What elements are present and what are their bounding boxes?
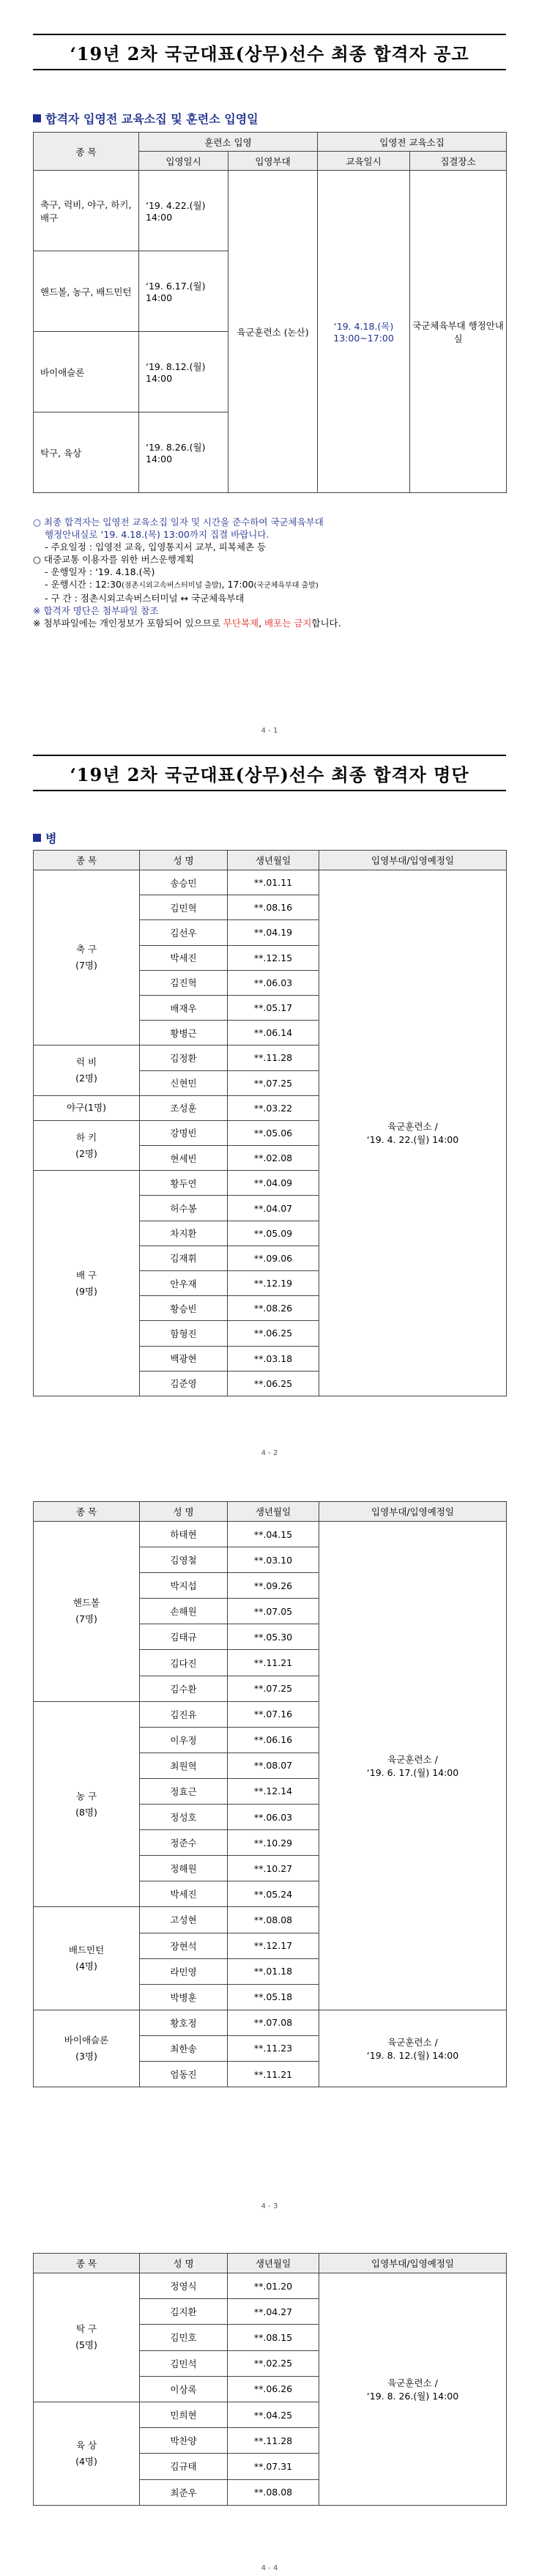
education-date: ‘19. 4.18.(목) 13:00~17:00 — [318, 171, 410, 493]
header-pre-training-group: 입영전 교육소집 — [318, 133, 507, 152]
name-cell: 박세진 — [140, 1881, 228, 1907]
header-birthdate: 생년월일 — [228, 1502, 319, 1522]
birthdate-cell: **.07.25 — [228, 1676, 319, 1701]
schedule-entry-date: ‘19. 8.12.(월) 14:00 — [139, 332, 228, 412]
name-cell: 강명빈 — [140, 1120, 228, 1145]
schedule-entry-date: ‘19. 4.22.(월) 14:00 — [139, 171, 228, 251]
birthdate-cell: **.02.08 — [228, 1146, 319, 1171]
header-gather-place: 집결장소 — [410, 152, 507, 171]
roster-table-3 — [33, 2253, 507, 2506]
page-number: 4 - 1 — [261, 727, 278, 735]
name-cell: 김진혁 — [140, 970, 228, 995]
birthdate-cell: **.03.10 — [228, 1547, 319, 1573]
birthdate-cell: **.07.31 — [228, 2454, 319, 2479]
note-main-schedule: - 주요일정 : 입영전 교육, 입영통지서 교부, 피복체촌 등 — [45, 541, 267, 552]
birthdate-cell: **.11.23 — [228, 2035, 319, 2061]
birthdate-cell: **.08.08 — [228, 1907, 319, 1933]
birthdate-cell: **.04.07 — [228, 1196, 319, 1221]
event-cell: 야구(1명) — [34, 1095, 140, 1120]
name-cell: 김다진 — [140, 1650, 228, 1676]
birthdate-cell: **.01.18 — [228, 1958, 319, 1984]
birthdate-cell: **.11.28 — [228, 2428, 319, 2454]
header-name: 성 명 — [140, 1502, 228, 1522]
unit-date-cell: 육군훈련소 / ‘19. 6. 17.(월) 14:00 — [319, 1522, 507, 2010]
note-bus-time: - 운행시간 : 12:30(점촌시외고속버스터미널 출발), 17:00(국군체육부대 출발) — [45, 579, 319, 590]
birthdate-cell: **.04.19 — [228, 920, 319, 945]
note-bus-route: - 구 간 : 점촌시외고속버스터미널 ↔ 국군체육부대 — [45, 593, 245, 604]
table-row — [34, 2273, 507, 2299]
birthdate-cell: **.05.17 — [228, 995, 319, 1020]
name-cell: 민희현 — [140, 2402, 228, 2427]
event-cell: 하 키 (2명) — [34, 1120, 140, 1170]
birthdate-cell: **.06.25 — [228, 1371, 319, 1396]
header-event: 종 목 — [34, 133, 139, 171]
note-privacy: ※ 첨부파일에는 개인정보가 포함되어 있으므로 무단복제, 배포는 금지합니다. — [33, 618, 341, 629]
header-birthdate: 생년월일 — [228, 2254, 319, 2273]
section-heading-soldier — [33, 829, 56, 846]
birthdate-cell: **.06.25 — [228, 1321, 319, 1346]
name-cell: 배재우 — [140, 995, 228, 1020]
header-event: 종 목 — [34, 1502, 140, 1522]
name-cell: 고성현 — [140, 1907, 228, 1933]
schedule-table — [33, 132, 507, 493]
birthdate-cell: **.05.06 — [228, 1120, 319, 1145]
name-cell: 김민혁 — [140, 895, 228, 920]
header-birthdate: 생년월일 — [228, 851, 319, 870]
name-cell: 정해원 — [140, 1856, 228, 1881]
birthdate-cell: **.03.18 — [228, 1346, 319, 1371]
birthdate-cell: **.06.03 — [228, 970, 319, 995]
name-cell: 김준영 — [140, 1371, 228, 1396]
name-cell: 장현석 — [140, 1933, 228, 1958]
birthdate-cell: **.09.06 — [228, 1246, 319, 1270]
roster-table-2 — [33, 1501, 507, 2087]
birthdate-cell: **.07.16 — [228, 1701, 319, 1727]
section-heading-text: 합격자 입영전 교육소집 및 훈련소 입영일 — [45, 112, 259, 126]
name-cell: 박지섭 — [140, 1573, 228, 1599]
birthdate-cell: **.08.08 — [228, 2479, 319, 2505]
note-gather-line2: 행정안내실로 ‘19. 4.18.(목) 13:00까지 집결 바랍니다. — [45, 529, 270, 540]
name-cell: 이상록 — [140, 2376, 228, 2402]
unit-date-cell: 육군훈련소 / ‘19. 8. 26.(월) 14:00 — [319, 2273, 507, 2506]
name-cell: 정성호 — [140, 1805, 228, 1830]
schedule-entry-date: ‘19. 6.17.(월) 14:00 — [139, 251, 228, 332]
birthdate-cell: **.08.07 — [228, 1753, 319, 1778]
birthdate-cell: **.03.22 — [228, 1095, 319, 1120]
name-cell: 안우재 — [140, 1271, 228, 1296]
roster-title: ‘19년 2차 국군대표(상무)선수 최종 합격자 명단 — [33, 755, 506, 791]
header-training-group: 훈련소 입영 — [139, 133, 318, 152]
event-cell: 바이애슬론 (3명) — [34, 2010, 140, 2087]
name-cell: 정영식 — [140, 2273, 228, 2299]
header-entry-unit: 입영부대 — [228, 152, 318, 171]
birthdate-cell: **.06.26 — [228, 2376, 319, 2402]
name-cell: 김정환 — [140, 1045, 228, 1070]
name-cell: 최한송 — [140, 2035, 228, 2061]
name-cell: 김지환 — [140, 2299, 228, 2325]
birthdate-cell: **.05.24 — [228, 1881, 319, 1907]
birthdate-cell: **.11.21 — [228, 1650, 319, 1676]
name-cell: 김영철 — [140, 1547, 228, 1573]
name-cell: 이우정 — [140, 1727, 228, 1753]
name-cell: 정효근 — [140, 1778, 228, 1804]
event-cell: 핸드볼 (7명) — [34, 1522, 140, 1702]
note-bus-plan: ○ 대중교통 이용자를 위한 버스운행계획 — [33, 554, 195, 565]
birthdate-cell: **.04.15 — [228, 1522, 319, 1547]
name-cell: 함형진 — [140, 1321, 228, 1346]
name-cell: 손해원 — [140, 1599, 228, 1624]
note-gather-line1: ○ 최종 합격자는 입영전 교육소집 일자 및 시간을 준수하여 국군체육부대 — [33, 517, 324, 528]
name-cell: 라민영 — [140, 1958, 228, 1984]
birthdate-cell: **.10.27 — [228, 1856, 319, 1881]
name-cell: 김재휘 — [140, 1246, 228, 1270]
event-cell: 럭 비 (2명) — [34, 1045, 140, 1095]
name-cell: 조성훈 — [140, 1095, 228, 1120]
name-cell: 백광현 — [140, 1346, 228, 1371]
birthdate-cell: **.01.20 — [228, 2273, 319, 2299]
birthdate-cell: **.10.29 — [228, 1830, 319, 1856]
name-cell: 허수봉 — [140, 1196, 228, 1221]
birthdate-cell: **.06.03 — [228, 1805, 319, 1830]
birthdate-cell: **.05.09 — [228, 1221, 319, 1246]
schedule-event: 바이애슬론 — [34, 332, 139, 412]
name-cell: 신현민 — [140, 1070, 228, 1095]
name-cell: 박병훈 — [140, 1984, 228, 2010]
page-number: 4 - 3 — [261, 2202, 278, 2210]
page-number: 4 - 4 — [261, 2564, 278, 2572]
unit-date-cell: 육군훈련소 / ‘19. 4. 22.(월) 14:00 — [319, 870, 507, 1396]
section-heading-schedule — [33, 110, 259, 127]
birthdate-cell: **.11.21 — [228, 2061, 319, 2087]
note-bus-date: - 운행일자 : ‘19. 4.18.(목) — [45, 566, 155, 577]
name-cell: 하태현 — [140, 1522, 228, 1547]
birthdate-cell: **.08.15 — [228, 2325, 319, 2350]
birthdate-cell: **.06.16 — [228, 1727, 319, 1753]
name-cell: 황두연 — [140, 1171, 228, 1196]
birthdate-cell: **.04.25 — [228, 2402, 319, 2427]
birthdate-cell: **.01.11 — [228, 870, 319, 895]
table-row — [34, 2010, 507, 2035]
table-row — [34, 870, 507, 895]
name-cell: 김민석 — [140, 2350, 228, 2376]
name-cell: 최준우 — [140, 2479, 228, 2505]
schedule-event: 축구, 럭비, 야구, 하키, 배구 — [34, 171, 139, 251]
name-cell: 김규태 — [140, 2454, 228, 2479]
event-cell: 축 구 (7명) — [34, 870, 140, 1045]
schedule-event: 탁구, 육상 — [34, 412, 139, 493]
unit-date-cell: 육군훈련소 / ‘19. 8. 12.(월) 14:00 — [319, 2010, 507, 2087]
name-cell: 김선우 — [140, 920, 228, 945]
name-cell: 황병근 — [140, 1021, 228, 1045]
birthdate-cell: **.12.17 — [228, 1933, 319, 1958]
header-unit-date: 입영부대/입영예정일 — [319, 1502, 507, 1522]
birthdate-cell: **.09.26 — [228, 1573, 319, 1599]
name-cell: 최원혁 — [140, 1753, 228, 1778]
gather-place: 국군체육부대 행정안내실 — [410, 171, 507, 493]
birthdate-cell: **.06.14 — [228, 1021, 319, 1045]
event-cell: 배드민턴 (4명) — [34, 1907, 140, 2010]
header-unit-date: 입영부대/입영예정일 — [319, 851, 507, 870]
event-cell: 배 구 (9명) — [34, 1171, 140, 1396]
birthdate-cell: **.04.09 — [228, 1171, 319, 1196]
entry-unit: 육군훈련소 (논산) — [228, 171, 318, 493]
header-name: 성 명 — [140, 2254, 228, 2273]
header-event: 종 목 — [34, 2254, 140, 2273]
birthdate-cell: **.12.15 — [228, 945, 319, 970]
birthdate-cell: **.12.14 — [228, 1778, 319, 1804]
note-attachment: ※ 합격자 명단은 첨부파일 참조 — [33, 605, 159, 616]
birthdate-cell: **.08.16 — [228, 895, 319, 920]
event-cell: 농 구 (8명) — [34, 1701, 140, 1907]
name-cell: 김태규 — [140, 1624, 228, 1650]
section-heading-text: 병 — [45, 832, 57, 845]
event-cell: 탁 구 (5명) — [34, 2273, 140, 2402]
roster-table-1 — [33, 850, 507, 1396]
header-unit-date: 입영부대/입영예정일 — [319, 2254, 507, 2273]
birthdate-cell: **.07.08 — [228, 2010, 319, 2035]
header-name: 성 명 — [140, 851, 228, 870]
name-cell: 현세빈 — [140, 1146, 228, 1171]
birthdate-cell: **.02.25 — [228, 2350, 319, 2376]
birthdate-cell: **.05.30 — [228, 1624, 319, 1650]
notice-notes — [33, 516, 509, 629]
birthdate-cell: **.12.19 — [228, 1271, 319, 1296]
schedule-event: 핸드볼, 농구, 배드민턴 — [34, 251, 139, 332]
birthdate-cell: **.08.26 — [228, 1296, 319, 1321]
name-cell: 차지환 — [140, 1221, 228, 1246]
birthdate-cell: **.11.28 — [228, 1045, 319, 1070]
name-cell: 황승빈 — [140, 1296, 228, 1321]
name-cell: 엄동진 — [140, 2061, 228, 2087]
page-number: 4 - 2 — [261, 1449, 278, 1457]
name-cell: 황호정 — [140, 2010, 228, 2035]
name-cell: 정준수 — [140, 1830, 228, 1856]
birthdate-cell: **.07.25 — [228, 1070, 319, 1095]
square-bullet-icon — [33, 114, 41, 122]
event-cell: 육 상 (4명) — [34, 2402, 140, 2505]
birthdate-cell: **.07.05 — [228, 1599, 319, 1624]
schedule-entry-date: ‘19. 8.26.(월) 14:00 — [139, 412, 228, 493]
name-cell: 김수환 — [140, 1676, 228, 1701]
square-bullet-icon — [33, 834, 41, 842]
birthdate-cell: **.05.18 — [228, 1984, 319, 2010]
announcement-title: ‘19년 2차 국군대표(상무)선수 최종 합격자 공고 — [33, 34, 506, 70]
name-cell: 송승민 — [140, 870, 228, 895]
birthdate-cell: **.04.27 — [228, 2299, 319, 2325]
name-cell: 박찬양 — [140, 2428, 228, 2454]
header-entry-date: 입영일시 — [139, 152, 228, 171]
table-row — [34, 1522, 507, 1547]
name-cell: 김진유 — [140, 1701, 228, 1727]
name-cell: 박세진 — [140, 945, 228, 970]
name-cell: 김민호 — [140, 2325, 228, 2350]
header-event: 종 목 — [34, 851, 140, 870]
header-edu-date: 교육일시 — [318, 152, 410, 171]
